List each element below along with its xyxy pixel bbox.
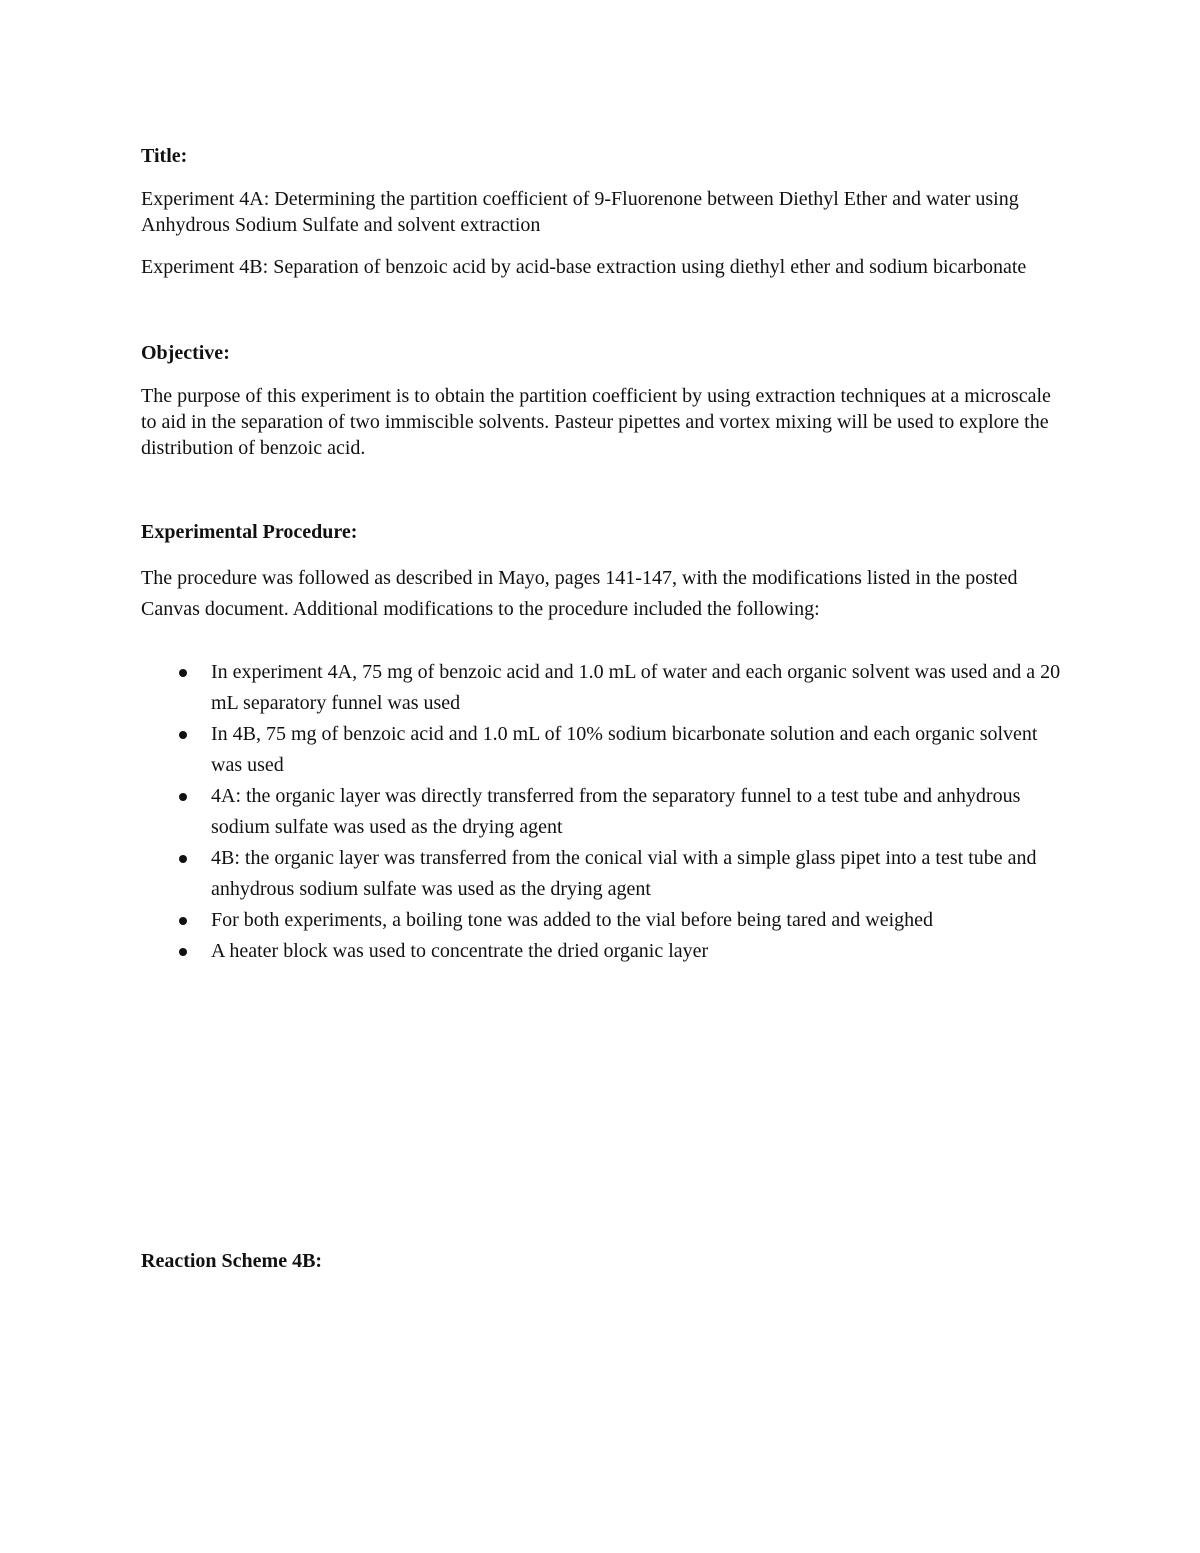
- list-item-text: In experiment 4A, 75 mg of benzoic acid and 1.0 mL of water and each organic solvent was used and a 20 mL separatory funnel was used: [211, 661, 1061, 714]
- objective-heading: Objective:: [141, 342, 230, 364]
- list-item-text: 4A: the organic layer was directly transferred from the separatory funnel to a test tube and anhydrous sodium sulfate was used as the drying agent: [211, 785, 1021, 838]
- reaction-scheme-heading: Reaction Scheme 4B:: [141, 1250, 323, 1272]
- procedure-modifications-list: [141, 657, 1066, 967]
- title-heading: Title:: [141, 145, 188, 167]
- list-item: [141, 936, 1066, 967]
- procedure-text: The procedure was followed as described in Mayo, pages 141-147, with the modifications listed in the posted Canvas document. Additional modifications to the procedure included the following:: [141, 567, 1018, 620]
- experiment-4a-title: Experiment 4A: Determining the partition coefficient of 9-Fluorenone between Diethyl Ether and water using Anhydrous Sodium Sulfate and solvent extraction: [141, 188, 1019, 236]
- objective-text: The purpose of this experiment is to obtain the partition coefficient by using extraction techniques at a microscale to aid in the separation of two immiscible solvents. Pasteur pipettes and vortex mixing will be used to explore the distribution of benzoic acid.: [141, 385, 1051, 459]
- bullet-icon: [179, 917, 187, 925]
- bullet-icon: [179, 731, 187, 739]
- bullet-icon: [179, 948, 187, 956]
- list-item-text: 4B: the organic layer was transferred from the conical vial with a simple glass pipet into a test tube and anhydrous sodium sulfate was used as the drying agent: [211, 847, 1037, 900]
- bullet-icon: [179, 793, 187, 801]
- bullet-icon: [179, 855, 187, 863]
- bullet-icon: [179, 669, 187, 677]
- list-item-text: A heater block was used to concentrate the dried organic layer: [211, 940, 709, 962]
- list-item-text: In 4B, 75 mg of benzoic acid and 1.0 mL of 10% sodium bicarbonate solution and each organic solvent was used: [211, 723, 1038, 776]
- list-item: [141, 843, 1066, 905]
- document-body: [141, 143, 1066, 967]
- list-item: [141, 657, 1066, 719]
- list-item: [141, 781, 1066, 843]
- list-item: [141, 905, 1066, 936]
- procedure-heading: Experimental Procedure:: [141, 521, 358, 543]
- list-item-text: For both experiments, a boiling tone was added to the vial before being tared and weighed: [211, 909, 934, 931]
- list-item: [141, 719, 1066, 781]
- experiment-4b-title: Experiment 4B: Separation of benzoic acid by acid-base extraction using diethyl ether and sodium bicarbonate: [141, 256, 1027, 278]
